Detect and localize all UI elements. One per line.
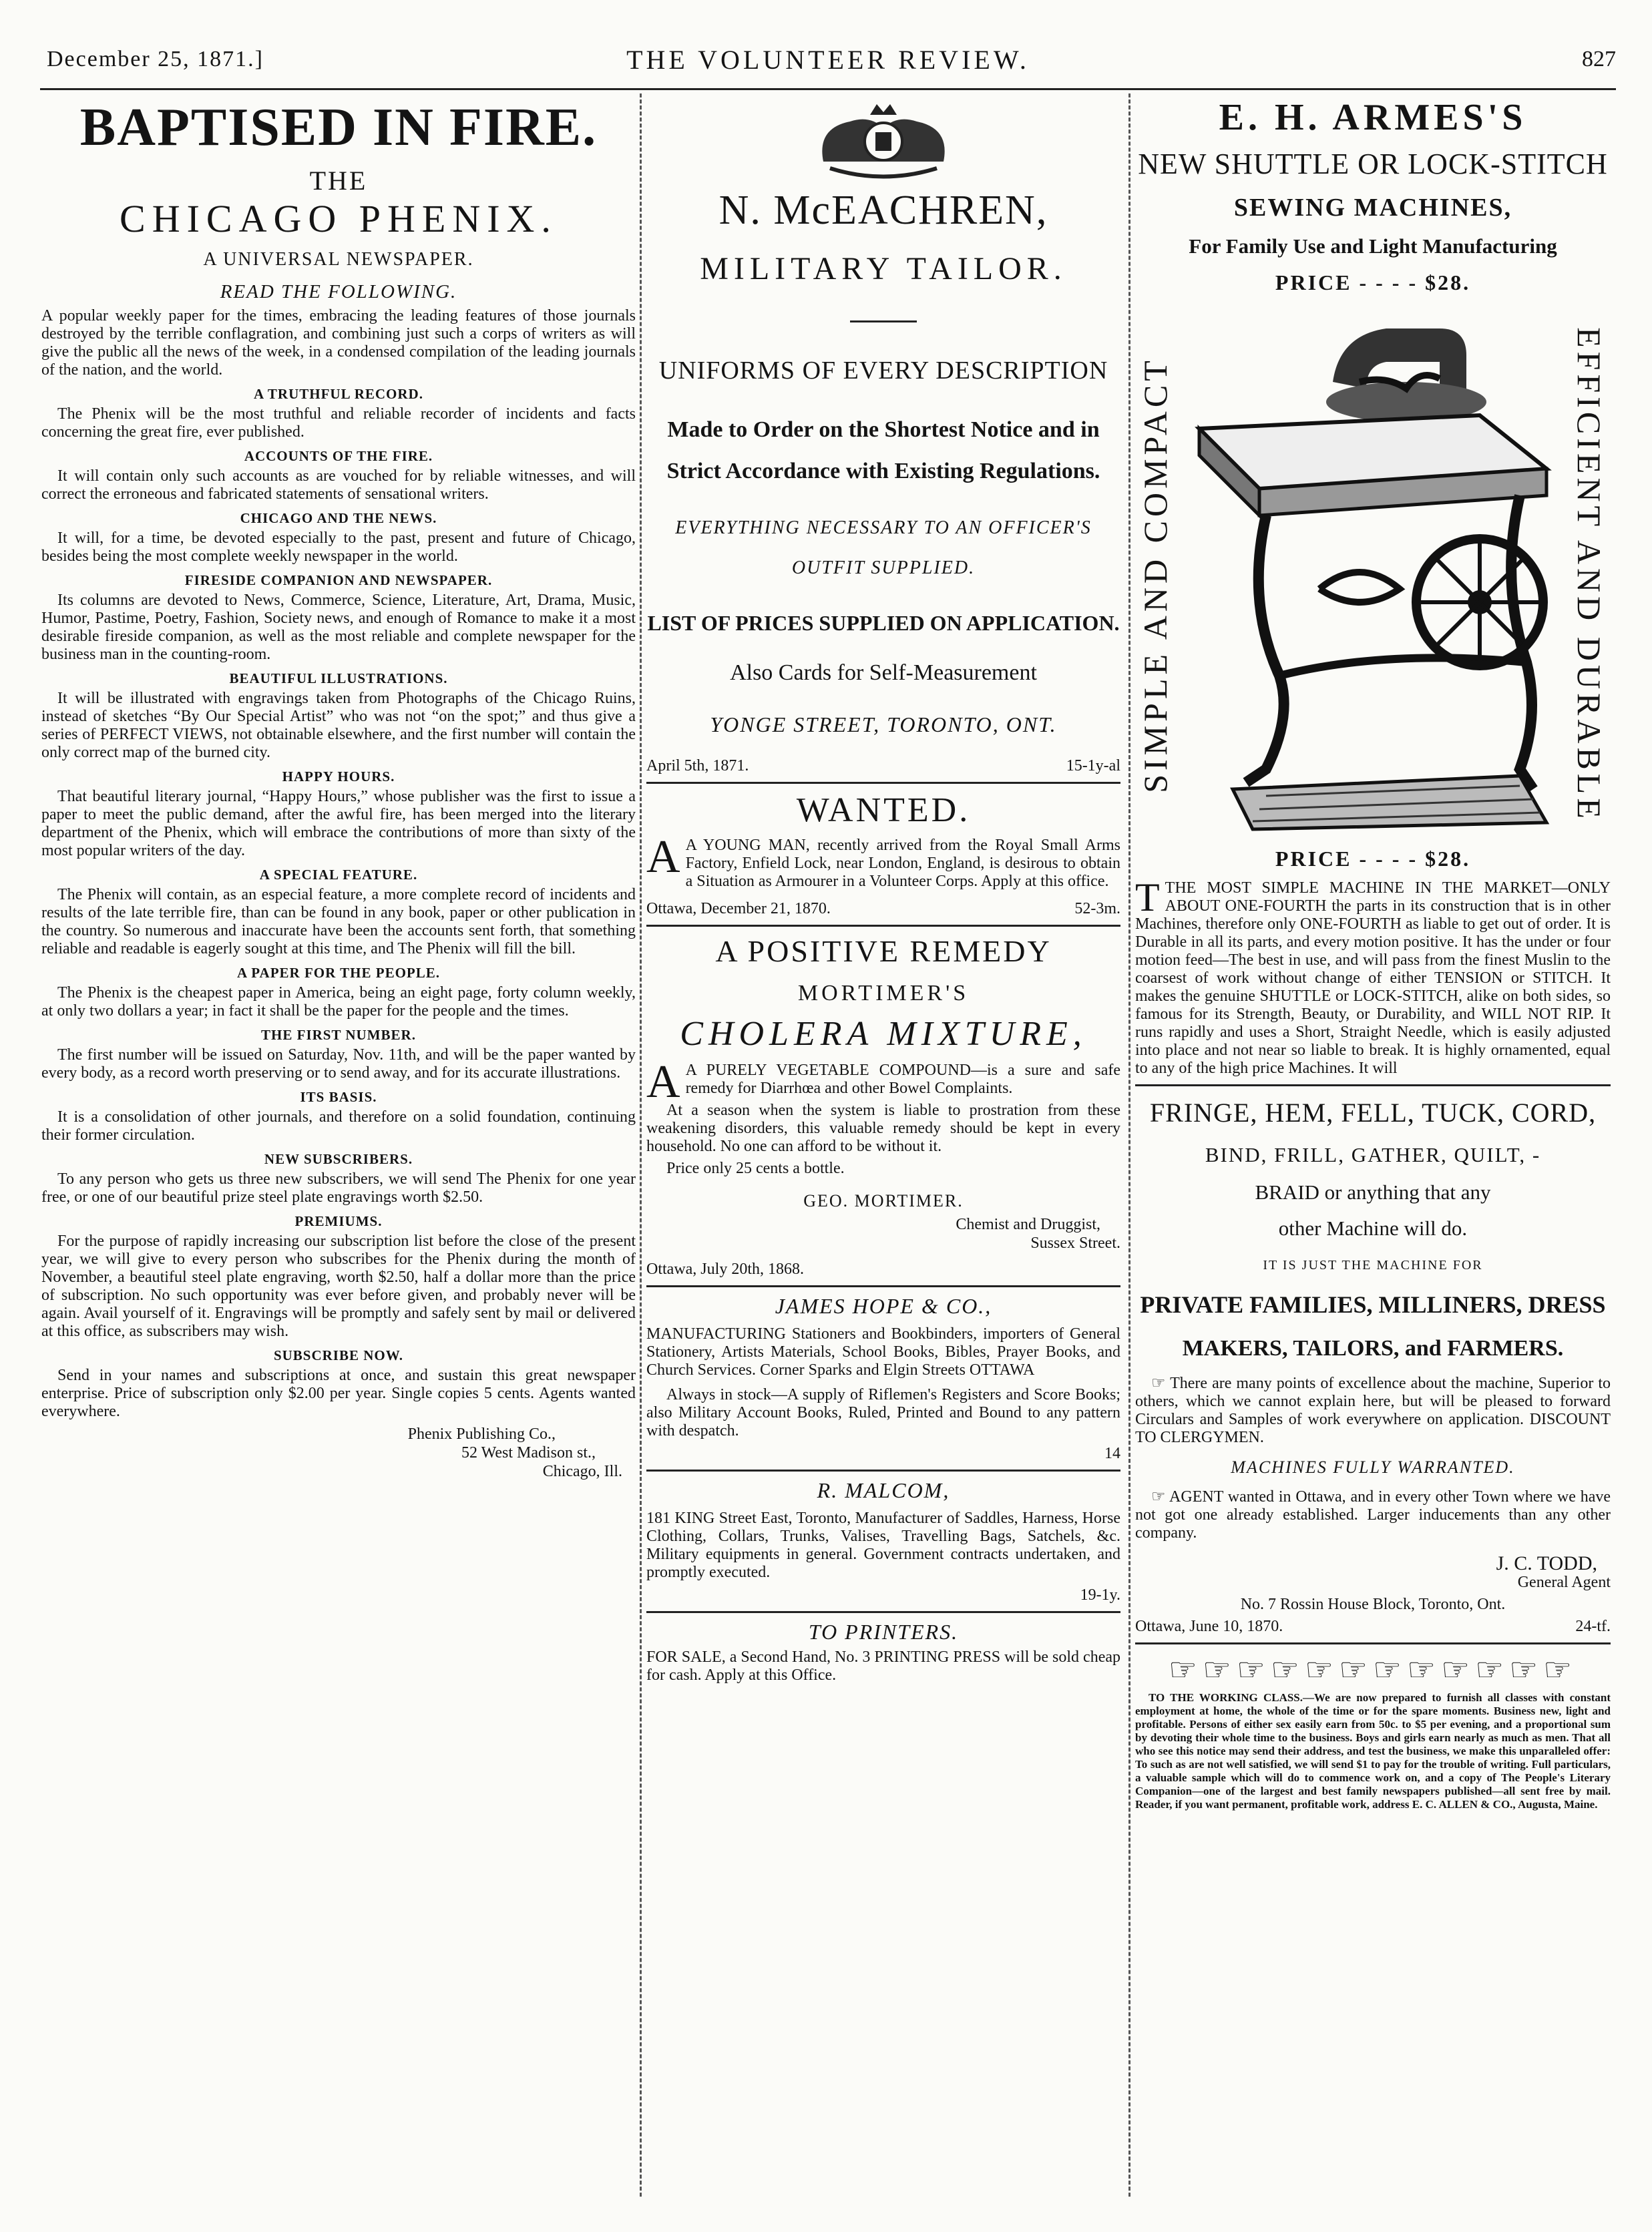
remedy-heading: A POSITIVE REMEDY (715, 934, 1052, 968)
column-divider (640, 93, 642, 2197)
sewing-machine-advertisement (1135, 93, 1611, 2197)
paper-subtitle: A UNIVERSAL NEWSPAPER. (203, 249, 474, 270)
sussex-line: Sussex Street. (1030, 1235, 1120, 1252)
hope-stock: Always in stock—A supply of Riflemen's Registers and Score Books; also Military Account Books, Ruled, Printed and Bound to any pattern with despatch. (646, 1386, 1120, 1439)
excellence-text: ☞ There are many points of excellence about the machine, Superior to others, which we cannot explain here, but will be pleased to forward Circulars and Samples of work everywhere on application. DISCOUNT TO CLERGYMEN. (1135, 1375, 1611, 1446)
just-machine-line: IT IS JUST THE MACHINE FOR (1263, 1258, 1483, 1273)
pointing-hands-row: ☞☞☞☞☞☞☞☞☞☞☞☞ (1168, 1652, 1578, 1688)
intro-text: A popular weekly paper for the times, embracing the leading features of those journals destroyed by the terrible conflagration, and combining just such a corps of writers as will give the public all the news of the week, in a condensed compilation of the leading journals of the nation, and the world. (41, 307, 636, 379)
divider (646, 925, 1120, 927)
side-label-left: SIMPLE AND COMPACT (1137, 357, 1174, 793)
price-bottom: PRICE - - - - $28. (1275, 847, 1471, 871)
divider (850, 320, 917, 322)
todd-dateline (1135, 1618, 1611, 1636)
ad-the: THE (309, 166, 368, 196)
divider (1135, 1642, 1611, 1644)
section-heading: A SPECIAL FEATURE. (259, 867, 418, 883)
hope-text: MANUFACTURING Stationers and Bookbinders, importers of General Stationery, Artists Materials, School Books, Bibles, Prayer Books, and Church Services. Corner Sparks and Elgin Streets OTTAWA (646, 1325, 1120, 1379)
malcom-text: 181 KING Street East, Toronto, Manufacturer of Saddles, Harness, Horse Clothing, Collars, Trunks, Valises, Travelling Bags, Satchels, &c. Military equipments in general. Government contracts undertaken, and promptly executed. (646, 1510, 1120, 1581)
wanted-dateline (646, 900, 1120, 918)
shuttle-heading: NEW SHUTTLE OR LOCK-STITCH (1138, 148, 1608, 180)
warranted-line: MACHINES FULLY WARRANTED. (1231, 1458, 1515, 1477)
price-list: LIST OF PRICES SUPPLIED ON APPLICATION. (647, 611, 1120, 635)
section-text: Send in your names and subscriptions at once, and sustain this great newspaper enterprise. Price of subscription only $2.00 per year. Single copies 5 cents. Agents wanted everywhere. (41, 1367, 636, 1420)
bind-line: BIND, FRILL, GATHER, QUILT, - (1205, 1143, 1541, 1166)
section-heading: SUBSCRIBE NOW. (273, 1347, 404, 1363)
signature-line: 52 West Madison st., (461, 1444, 596, 1462)
sewing-machine-icon (1186, 302, 1560, 836)
family-use: For Family Use and Light Manufacturing (1189, 234, 1557, 258)
remedy-price: Price only 25 cents a bottle. (666, 1160, 845, 1177)
section-text: For the purpose of rapidly increasing our subscription list before the close of the present year, we will give to every person who subscribes for the Phenix during the month of November, a beautiful steel plate engraving, worth $2.50, half a dollar more than the price of subscription. No such opportunity was ever before given, and probably never will be again. Avail yourself of it. Engravings will be promptly and safely sent by mail or delivered at this office, as subscribers may wish. (41, 1233, 636, 1340)
side-label-right: EFFICIENT AND DURABLE (1571, 327, 1608, 823)
rossin-address: No. 7 Rossin House Block, Toronto, Ont. (1240, 1596, 1506, 1613)
malcom-heading: R. MALCOM, (817, 1478, 950, 1502)
ad-ref: 24-tf. (1575, 1618, 1611, 1635)
pointing-hand-icon: ☞ (1151, 1488, 1166, 1506)
section-text: It will, for a time, be devoted especially to the past, present and future of Chicago, besides being the most complete weekly newspaper in the world. (41, 529, 636, 565)
ad-ref: 15-1y-al (1066, 757, 1120, 774)
section-text: The Phenix is the cheapest paper in America, being an eight page, forty column weekly, at only two dollars a year; in fact it shall be the paper for the people and the times. (41, 984, 636, 1020)
hope-heading: JAMES HOPE & CO., (775, 1294, 992, 1318)
section-text: Its columns are devoted to News, Commerce, Science, Literature, Art, Drama, Music, Humor, Pastime, Poetry, Fashion, Society news, and enough of Romance to make it a most desirable fireside companion, as well as the most reliable and complete newspaper for the business man in the counting-room. (41, 592, 636, 663)
uniforms-heading: UNIFORMS OF EVERY DESCRIPTION (658, 357, 1108, 385)
ad-date: April 5th, 1871. (646, 757, 749, 774)
mortimer-heading: MORTIMER'S (797, 981, 970, 1006)
divider (1135, 1084, 1611, 1086)
section-heading: CHICAGO AND THE NEWS. (240, 510, 437, 526)
machine-illustration (1135, 295, 1611, 843)
section-text: That beautiful literary journal, “Happy Hours,” whose publisher was the first to issue a paper to meet the public demand, after the awful fire, has been merged into the literary department of the Phenix, which will embrace the contributions of more than sixty of the most popular writers of the day. (41, 788, 636, 859)
wanted-text: A A YOUNG MAN, recently arrived from the Royal Small Arms Factory, Enfield Lock, near London, England, is desirous to obtain a Situation as Armourer in a Volunteer Corps. Apply at this office. (646, 831, 1120, 890)
section-text: The Phenix will be the most truthful and reliable recorder of incidents and facts concerning the great fire, ever published. (41, 405, 636, 441)
tailor-name: N. McEACHREN, (718, 188, 1048, 233)
working-class-text: TO THE WORKING CLASS.—We are now prepared to furnish all classes with constant employment at home, the whole of the time or for the spare moments. Business new, light and profitable. Persons of either sex easily earn from 50c. to $5 per evening, and a proportional sum by devoting their whole time to the business. Boys and girls earn nearly as much as men. That all who see this notice may send their address, and test the business, we make this unparalleled offer: To such as are not well satisfied, we will send $1 to pay for the trouble of writing. Full particulars, a valuable sample which will do to commence work on, and a copy of The People's Literary Companion—one of the largest and best family newspapers published—all sent free by mail. Reader, if you want permanent, profitable work, address E. C. ALLEN & CO., Augusta, Maine. (1135, 1691, 1611, 1811)
divider (646, 1611, 1120, 1613)
hope-ref: 14 (1104, 1445, 1120, 1462)
mortimer-date: Ottawa, July 20th, 1868. (646, 1261, 804, 1278)
tailor-address: YONGE STREET, TORONTO, ONT. (710, 712, 1057, 736)
ad-ref: 52-3m. (1074, 900, 1120, 917)
section-text: The first number will be issued on Saturday, Nov. 11th, and will be the paper wanted by every body, as a record worth preserving or to send away, and for its accurate illustrations. (41, 1046, 636, 1082)
ad-date: Ottawa, June 10, 1870. (1135, 1618, 1283, 1635)
sewing-heading: SEWING MACHINES, (1233, 194, 1512, 222)
measurement-cards: Also Cards for Self-Measurement (730, 660, 1037, 685)
families-line: PRIVATE FAMILIES, MILLINERS, DRESS (1140, 1291, 1606, 1318)
section-heading: BEAUTIFUL ILLUSTRATIONS. (229, 670, 448, 686)
section-text: It is a consolidation of other journals, and therefore on a solid foundation, continuing their former circulation. (41, 1108, 636, 1144)
tailor-dateline (646, 757, 1120, 775)
phenix-advertisement (41, 93, 636, 2197)
section-heading: ACCOUNTS OF THE FIRE. (244, 448, 433, 464)
read-heading: READ THE FOLLOWING. (220, 281, 457, 302)
section-text: The Phenix will contain, as an especial feature, a more complete record of incidents and results of the late terrible fire, than can be found in any book, paper or other publication in the country. So numerous and inaccurate have been the accounts sent forth, that something reliable and readable is eagerly sought at this time, and The Phenix will fill the bill. (41, 886, 636, 957)
royal-crest-icon (810, 101, 957, 182)
remedy-season: At a season when the system is liable to prostration from these weakening disorders, this valuable remedy should be kept in every household. No one can afford to be without it. (646, 1102, 1120, 1155)
outfit-supplied: EVERYTHING NECESSARY TO AN OFFICER'S OUTFIT SUPPLIED. (675, 517, 1092, 578)
signature-line: Phenix Publishing Co., (407, 1425, 556, 1443)
wanted-heading: WANTED. (796, 791, 971, 829)
todd-signature: J. C. TODD, (1496, 1552, 1597, 1574)
price-top: PRICE - - - - $28. (1275, 270, 1471, 294)
printers-heading: TO PRINTERS. (808, 1620, 959, 1644)
remedy-text: A A PURELY VEGETABLE COMPOUND—is a sure and safe remedy for Diarrhœa and other Bowel Complaints. (646, 1056, 1120, 1108)
ad-title: BAPTISED IN FIRE. (79, 98, 598, 157)
section-heading: NEW SUBSCRIBERS. (264, 1151, 413, 1167)
section-heading: HAPPY HOURS. (282, 768, 395, 785)
middle-column (646, 93, 1120, 2197)
divider (646, 1470, 1120, 1472)
other-machine-line: other Machine will do. (1278, 1216, 1468, 1240)
signature-line: Chicago, Ill. (542, 1463, 622, 1480)
fringe-line: FRINGE, HEM, FELL, TUCK, CORD, (1149, 1098, 1597, 1128)
section-list (41, 386, 636, 1421)
agent-text: ☞ AGENT wanted in Ottawa, and in every other Town where we have not got one already established. Larger inducements than any other company. (1135, 1488, 1611, 1542)
ad-date: Ottawa, December 21, 1870. (646, 900, 831, 917)
section-heading: A TRUTHFUL RECORD. (254, 386, 423, 402)
makers-line: MAKERS, TAILORS, and FARMERS. (1182, 1336, 1564, 1361)
general-agent: General Agent (1517, 1574, 1611, 1591)
malcom-ref: 19-1y. (1080, 1586, 1120, 1604)
section-heading: ITS BASIS. (300, 1089, 377, 1105)
section-text: It will be illustrated with engravings taken from Photographs of the Chicago Ruins, instead of sketches “By Our Special Artist” who was not “on the spot;” and thus give a series of PERFECT VIEWS, not obtainable elsewhere, and the first number will contain the only correct map of the burned city. (41, 690, 636, 761)
column-divider (1128, 93, 1130, 2197)
page-number: 827 (1582, 47, 1616, 71)
machine-description: TTHE MOST SIMPLE MACHINE IN THE MARKET—ONLY ABOUT ONE-FOURTH the parts in its construction that is in other Machines, therefore only ONE-FOURTH as liable to get out of order. It is Durable in all its parts, and every motion positive. It has the under or four motion feed—The best in use, and will pass from the finest Muslin to the coarsest of work without change of either TENSION or STITCH. It makes the genuine SHUTTLE or LOCK-STITCH, alike on both sides, so famous for its Strength, Beauty, or Durability, and WILL NOT RIP. It runs rapidly and uses a Short, Straight Needle, which is easily adjusted into place and not near so liable to break. It is highly ornamented, equal to any of the high price Machines. It will (1135, 875, 1611, 1077)
armes-name: E. H. ARMES'S (1219, 97, 1527, 138)
header-rule (40, 88, 1616, 90)
section-heading: THE FIRST NUMBER. (261, 1027, 416, 1043)
divider (646, 1285, 1120, 1287)
newspaper-title: THE VOLUNTEER REVIEW. (626, 45, 1030, 75)
section-text: To any person who gets us three new subscribers, we will send The Phenix for one year free, or one of our beautiful prize steel plate engravings worth $2.50. (41, 1170, 636, 1206)
pointing-hand-icon: ☞ (1151, 1375, 1166, 1392)
chemist-line: Chemist and Druggist, (956, 1216, 1100, 1233)
divider (646, 782, 1120, 784)
page-header (40, 41, 1616, 81)
braid-line: BRAID or anything that any (1255, 1180, 1491, 1204)
issue-date: December 25, 1871.] (47, 47, 264, 71)
printers-text: FOR SALE, a Second Hand, No. 3 PRINTING PRESS will be sold cheap for cash. Apply at this Office. (646, 1648, 1120, 1684)
section-heading: PREMIUMS. (294, 1213, 383, 1229)
cholera-heading: CHOLERA MIXTURE, (680, 1015, 1087, 1053)
paper-name: CHICAGO PHENIX. (120, 197, 558, 240)
publisher-signature (41, 1425, 636, 1481)
mortimer-signature: GEO. MORTIMER. (803, 1191, 964, 1210)
section-heading: A PAPER FOR THE PEOPLE. (237, 965, 440, 981)
tailor-trade: MILITARY TAILOR. (700, 251, 1067, 286)
made-to-order: Made to Order on the Shortest Notice and in Strict Accordance with Existing Regulations. (666, 417, 1100, 483)
section-heading: FIRESIDE COMPANION AND NEWSPAPER. (184, 572, 493, 588)
section-text: It will contain only such accounts as are vouched for by reliable witnesses, and will correct the erroneous and fabricated statements of sensational writers. (41, 467, 636, 503)
